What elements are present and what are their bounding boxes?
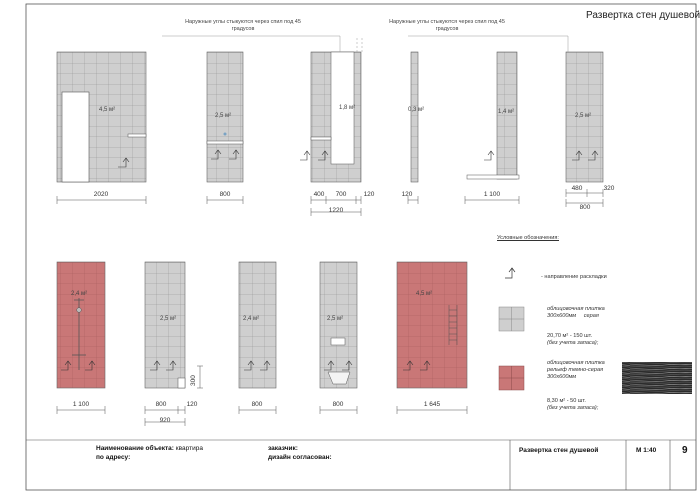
dim-top-3b: 700 [335, 191, 347, 198]
area-top-6: 2,5 м² [575, 113, 592, 119]
legend-red-size: 300х600мм [547, 374, 577, 380]
area-top-2: 2,5 м² [215, 113, 232, 119]
legend-arrow-icon [505, 268, 515, 278]
valve-icon [331, 338, 345, 345]
dim-top-3d: 1220 [328, 207, 344, 214]
dim-bottom-5: 1 645 [423, 401, 441, 408]
tb-address: по адресу: [96, 454, 131, 461]
legend-grey-name: облицовочная плитка [547, 306, 605, 312]
niche [207, 141, 243, 144]
dim-top-4: 120 [401, 191, 413, 198]
tb-client: заказчик: [268, 445, 298, 452]
tb-page-number: 9 [682, 445, 688, 456]
layout-arrow-icon [300, 151, 310, 160]
note-left: Наружные углы стыкуются через спил под 45 градусов [185, 19, 301, 32]
area-bottom-1: 2,4 м² [71, 291, 88, 297]
wall-bottom-2 [145, 262, 185, 388]
dim-bottom-1: 1 100 [72, 401, 90, 408]
dim-top-5: 1 100 [483, 191, 501, 198]
legend-red-note: (без учета запаса); [547, 405, 599, 411]
legend-grey-size: 300х600мм серая [547, 313, 599, 319]
dim-top-3a: 400 [313, 191, 325, 198]
wall-bottom-5 [397, 262, 467, 388]
tb-scale: М 1:40 [636, 447, 657, 454]
note-right: Наружные углы стыкуются через спил под 45 градусов [389, 19, 505, 32]
dim-bottom-2b: 120 [186, 401, 198, 408]
legend-grey-qty: 20,70 м² - 150 шт. [547, 333, 593, 339]
area-bottom-4: 2,5 м² [327, 316, 344, 322]
dim-top-6a: 480 [571, 185, 583, 192]
wall-top-4 [411, 52, 418, 182]
area-top-1: 4,5 м² [99, 107, 116, 113]
legend-red-name: облицовочная плитка [547, 360, 605, 366]
dim-top-6b: 320 [603, 185, 615, 192]
dim-bottom-4: 800 [332, 401, 344, 408]
legend-grey-note: (без учета запаса); [547, 340, 599, 346]
dim-top-6c: 800 [579, 204, 591, 211]
area-bottom-3: 2,4 м² [243, 316, 260, 322]
area-bottom-2: 2,5 м² [160, 316, 177, 322]
shelf [128, 134, 146, 137]
wall-top-5 [467, 52, 519, 179]
dim-top-2: 800 [219, 191, 231, 198]
dim-bottom-2a: 800 [155, 401, 167, 408]
legend-red-qty: 8,30 м² - 50 шт. [547, 398, 586, 404]
legend-arrow-desc: - направление раскладки [541, 274, 607, 280]
area-top-5: 1,4 м² [498, 109, 515, 115]
faucet-icon [224, 133, 227, 136]
dim-side-300: 300 [190, 375, 197, 386]
relief-texture-sample [622, 362, 692, 394]
door-opening [62, 92, 89, 182]
wall-bottom-4 [320, 262, 357, 388]
tray-edge [467, 175, 519, 179]
tb-approved: дизайн согласован: [268, 454, 332, 461]
area-bottom-5: 4,5 м² [416, 291, 433, 297]
dim-top-3c: 120 [363, 191, 375, 198]
wall-top-1 [57, 52, 146, 182]
dim-bottom-3: 800 [251, 401, 263, 408]
legend-header: Условные обозначения: [497, 235, 559, 241]
legend-graphics [499, 268, 692, 394]
dimensions-bottom [57, 406, 467, 426]
tb-object: Наименование объекта: квартира [96, 445, 203, 452]
area-top-3: 1,8 м² [339, 105, 356, 111]
shower-head-icon [77, 308, 82, 313]
wall-bottom-1 [57, 262, 105, 388]
area-top-4: 0,3 м² [408, 107, 425, 113]
wall-bottom-3 [239, 262, 276, 388]
legend-red-finish: рельеф темно-серая [547, 367, 604, 373]
dim-bottom-2c: 920 [159, 417, 171, 424]
layout-arrow-icon [484, 151, 494, 160]
tb-sheet-name: Развертка стен душевой [519, 447, 599, 454]
sheet-title: Развертка стен душевой [586, 10, 700, 21]
dim-top-1: 2020 [93, 191, 109, 198]
